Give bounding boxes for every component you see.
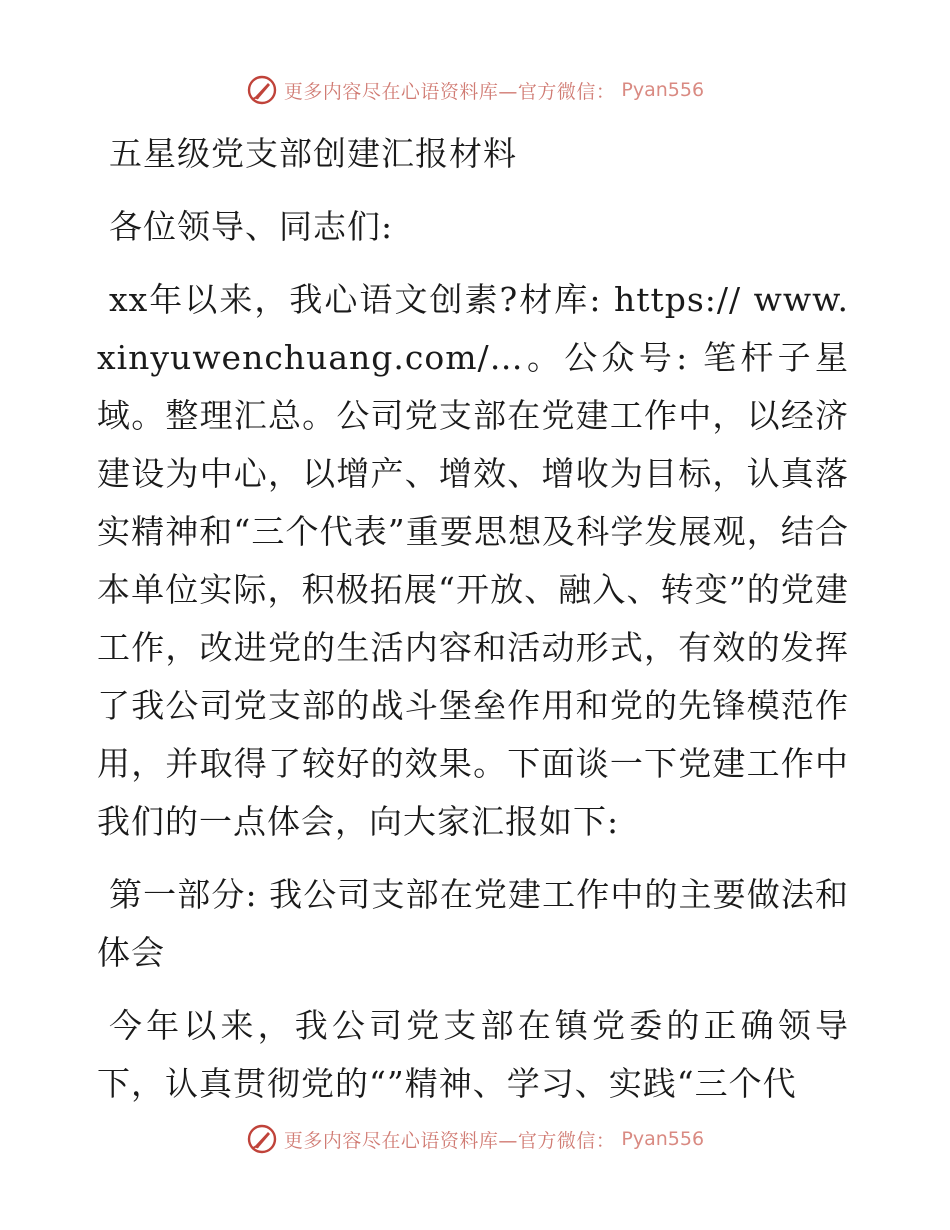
document-greeting: 各位领导、同志们: bbox=[109, 207, 394, 246]
document-title: 五星级党支部创建汇报材料 bbox=[109, 134, 517, 173]
footer-watermark bbox=[0, 1123, 950, 1155]
quill-logo-icon bbox=[246, 1123, 278, 1155]
watermark-wechat-id: Pyan556 bbox=[621, 1128, 705, 1150]
paragraph-intro: xx年以来，我心语文创素?材库: https:// www.xinyuwenchuang.com/…。公众号: 笔杆子星域。整理汇总。公司党支部在党建工作中，以经济建设为中心，以增产、增效、增收为目标，认真落实精神和“三个代表”重要思想及科学发展观，结合本单位实际，积极拓展“开放、融入、转变”的党建工作，改进党的生活内容和活动形式，有效的发挥了我公司党支部的战斗堡垒作用和党的先锋模范作用，并取得了较好的效果。下面谈一下党建工作中我们的一点体会，向大家汇报如下: bbox=[97, 280, 849, 841]
document-body bbox=[97, 125, 849, 1128]
watermark-text: 更多内容尽在心语资料库—官方微信： bbox=[283, 80, 616, 103]
watermark-wechat-id: Pyan556 bbox=[621, 79, 705, 101]
watermark-text: 更多内容尽在心语资料库—官方微信： bbox=[283, 1129, 616, 1152]
header-watermark bbox=[0, 74, 950, 106]
section-heading-part-one: 第一部分: 我公司支部在党建工作中的主要做法和体会 bbox=[97, 875, 849, 972]
quill-logo-icon bbox=[246, 74, 278, 106]
paragraph-part-one-body: 今年以来，我公司党支部在镇党委的正确领导下，认真贯彻党的“”精神、学习、实践“三个代 bbox=[97, 1006, 849, 1103]
